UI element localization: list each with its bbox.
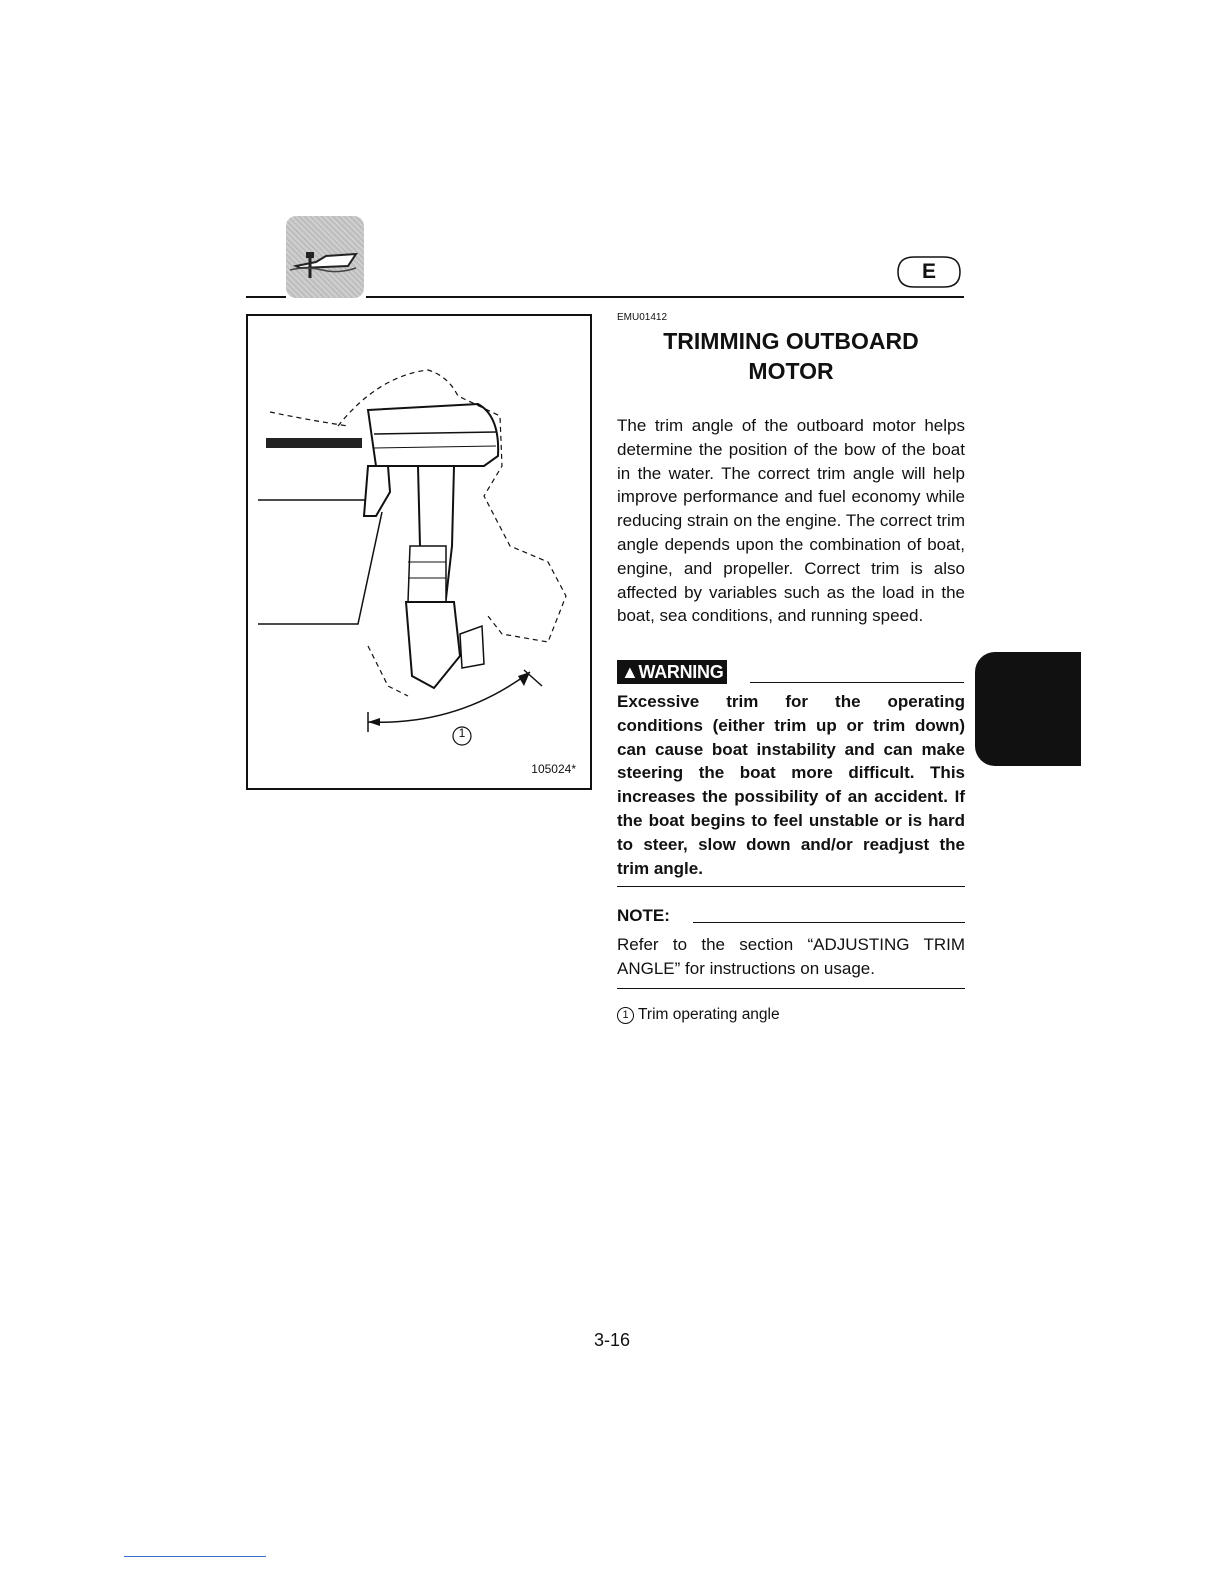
header-rule [366, 296, 964, 298]
note-label: NOTE: [617, 906, 670, 925]
callout-legend [617, 1006, 965, 1024]
section-body: The trim angle of the outboard motor helps determine the position of the bow of the boat in the water. The correct trim angle will help improve performance and fuel economy while reducing strain on the engine. The correct trim angle depends upon the combination of boat, engine, and propeller. Correct trim is also affected by variables such as the load in the boat, sea conditions, and running speed. [617, 416, 965, 626]
outboard-motor-illustration [248, 316, 590, 788]
warning-text: Excessive trim for the operating conditions (either trim up or trim down) can cause boat instability and can make steering the boat more difficult. This increases the possibility of an accident. If the boat begins to feel unstable or is hard to steer, slow down and/or readjust the trim angle. [617, 692, 965, 878]
note-rule [693, 922, 965, 923]
callout-legend-number: 1 [617, 1007, 634, 1024]
section-code: EMU01412 [617, 312, 668, 323]
figure-callout-number: 1 [458, 726, 466, 740]
language-badge-label: E [921, 260, 936, 283]
figure-code: 105024* [531, 762, 576, 776]
boat-outboard-icon [286, 216, 364, 298]
warning-rule [750, 682, 964, 683]
bottom-link-underline [124, 1556, 266, 1557]
figure-outboard-trim [246, 314, 592, 790]
section-title-line2: MOTOR [748, 358, 834, 384]
callout-legend-text: Trim operating angle [638, 1006, 780, 1023]
section-title [617, 326, 965, 386]
chapter-side-tab [975, 652, 1081, 766]
warning-label [617, 660, 727, 684]
warning-label-text: WARNING [638, 662, 724, 682]
header-rule [246, 296, 286, 298]
note-text: Refer to the section “ADJUSTING TRIM ANGLE” for instructions on usage. [617, 935, 965, 978]
chapter-tab [286, 216, 364, 298]
warning-bottom-rule [617, 886, 965, 887]
page-number: 3-16 [593, 1330, 631, 1350]
warning-triangle-icon: ▲ [621, 662, 639, 682]
language-badge [896, 255, 962, 289]
section-title-line1: TRIMMING OUTBOARD [663, 328, 919, 354]
note-bottom-rule [617, 988, 965, 989]
